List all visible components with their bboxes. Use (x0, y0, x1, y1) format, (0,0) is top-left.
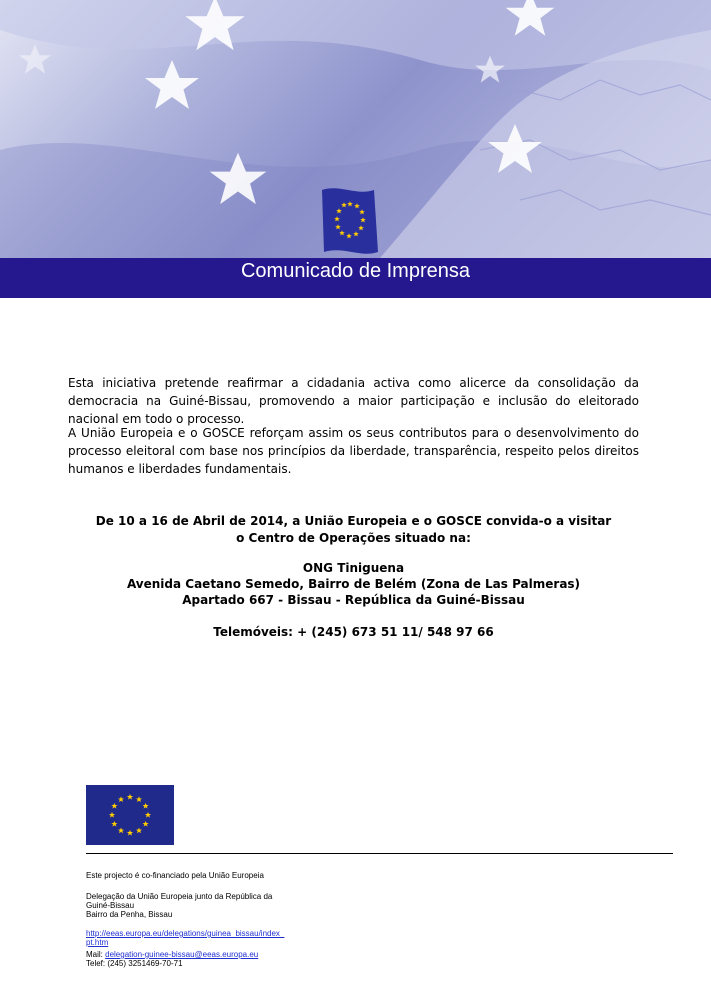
mail-link[interactable]: delegation-guinee-bissau@eeas.europa.eu (105, 950, 259, 959)
eu-flag-logo (86, 785, 174, 845)
delegation-line-2: Guiné-Bissau (86, 901, 135, 910)
footer-divider (86, 853, 673, 854)
address-line-3: Apartado 667 - Bissau - República da Guiné-Bissau (182, 593, 525, 607)
mail-label: Mail: (86, 950, 106, 959)
website-link-line-1[interactable]: http://eeas.europa.eu/delegations/guinea_bissau/index_ (86, 929, 285, 938)
paragraph-1: Esta iniciativa pretende reafirmar a cidadania activa como alicerce da consolidação da democracia na Guiné-Bissau, promovendo a maior participação e inclusão do eleitorado nacional em todo o processo. (68, 376, 639, 426)
delegation-line-1: Delegação da União Europeia junto da República da (86, 892, 273, 901)
title-bar (0, 258, 711, 298)
page-title: Comunicado de Imprensa (240, 260, 470, 282)
address-line-2: Avenida Caetano Semedo, Bairro de Belém (Zona de Las Palmeras) (126, 577, 581, 591)
footer-phone: Telef: (245) 3251469-70-71 (86, 959, 183, 968)
phones-line: Telemóveis: + (245) 673 51 11/ 548 97 66 (213, 625, 494, 639)
website-link[interactable] (86, 929, 284, 947)
invite-line-2: o Centro de Operações situado na: (236, 531, 471, 545)
delegation-line-3: Bairro da Penha, Bissau (86, 910, 173, 919)
address-line-1: ONG Tiniguena (302, 561, 405, 575)
cofinanced-note: Este projecto é co-financiado pela União Europeia (86, 871, 264, 880)
paragraph-2: A União Europeia e o GOSCE reforçam assim os seus contributos para o desenvolvimento do processo eleitoral com base nos princípios da liberdade, transparência, respeito pelos direitos humanos e liberdades fundamentais. (68, 426, 639, 476)
eu-banner-graphic (0, 0, 711, 258)
header-banner (0, 0, 711, 258)
website-link-line-2[interactable]: pt.htm (86, 938, 109, 947)
mail-line (86, 950, 258, 959)
invite-line-1: De 10 a 16 de Abril de 2014, a União Europeia e o GOSCE convida-o a visitar (95, 514, 612, 528)
